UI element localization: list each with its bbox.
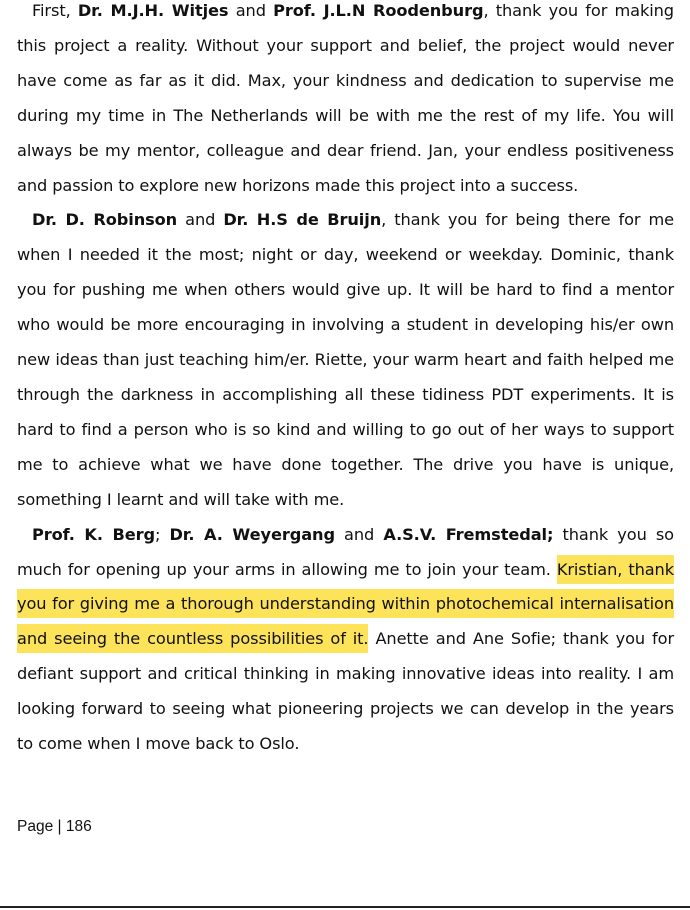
p3-name-fremstedal: A.S.V. Fremstedal; xyxy=(383,524,554,544)
p3-seg-3: and xyxy=(334,524,384,544)
p2-name-de-bruijn: Dr. H.S de Bruijn xyxy=(223,210,382,230)
p3-name-berg: Prof. K. Berg xyxy=(32,524,155,544)
paragraph-2 xyxy=(17,203,674,517)
p3-seg-7: Anette and Ane Sofie; thank you for defiant support and critical thinking in making innovative ideas into reality. I am looking forward to seeing what pioneering projects we can develop in the years to come when I move back to Oslo. xyxy=(17,629,674,754)
p3-name-weyergang: Dr. A. Weyergang xyxy=(169,524,335,544)
p3-seg-1: ; xyxy=(154,524,170,544)
p1-seg-2: and xyxy=(228,1,274,20)
page-number-footer: Page | 186 xyxy=(17,818,92,835)
p3-seg-5: thank you so much for opening up your arms in allowing me to join your team. xyxy=(17,524,674,579)
paragraph-1 xyxy=(17,0,674,203)
p1-name-witjes: Dr. M.J.H. Witjes xyxy=(77,1,229,20)
bottom-divider xyxy=(0,906,690,908)
p2-seg-3: , thank you for being there for me when I needed it the most; night or day, weekend or weekday. Dominic, thank you for pushing me when others would give up. It will be hard to find a mentor who would be more encouraging in involving a student in developing his/er own new ideas than just teaching him/er. Riette, your warm heart and faith helped me through the darkness in accomplishing all these tidiness PDT experiments. It is hard to find a person who is so kind and willing to go out of her ways to support me to achieve what we have done together. The drive you have is unique, something I learnt and will take with me. xyxy=(17,210,674,509)
highlighted-text: Kristian, thank you for giving me a thorough understanding within photochemical internalisation and seeing the countless possibilities of it. xyxy=(17,555,674,654)
p2-seg-1: and xyxy=(177,210,224,230)
acknowledgements-body xyxy=(17,0,674,762)
p2-name-robinson: Dr. D. Robinson xyxy=(32,210,178,230)
paragraph-3 xyxy=(17,518,674,762)
p1-seg-4: , thank you for making this project a reality. Without your support and belief, the project would never have come as far as it did. Max, your kindness and dedication to supervise me during my time in The Netherlands will be with me the rest of my life. You will always be my mentor, colleague and dear friend. Jan, your endless positiveness and passion to explore new horizons made this project into a success. xyxy=(17,1,674,195)
p1-seg-0: First, xyxy=(32,1,78,20)
p1-name-roodenburg: Prof. J.L.N Roodenburg xyxy=(273,1,484,20)
